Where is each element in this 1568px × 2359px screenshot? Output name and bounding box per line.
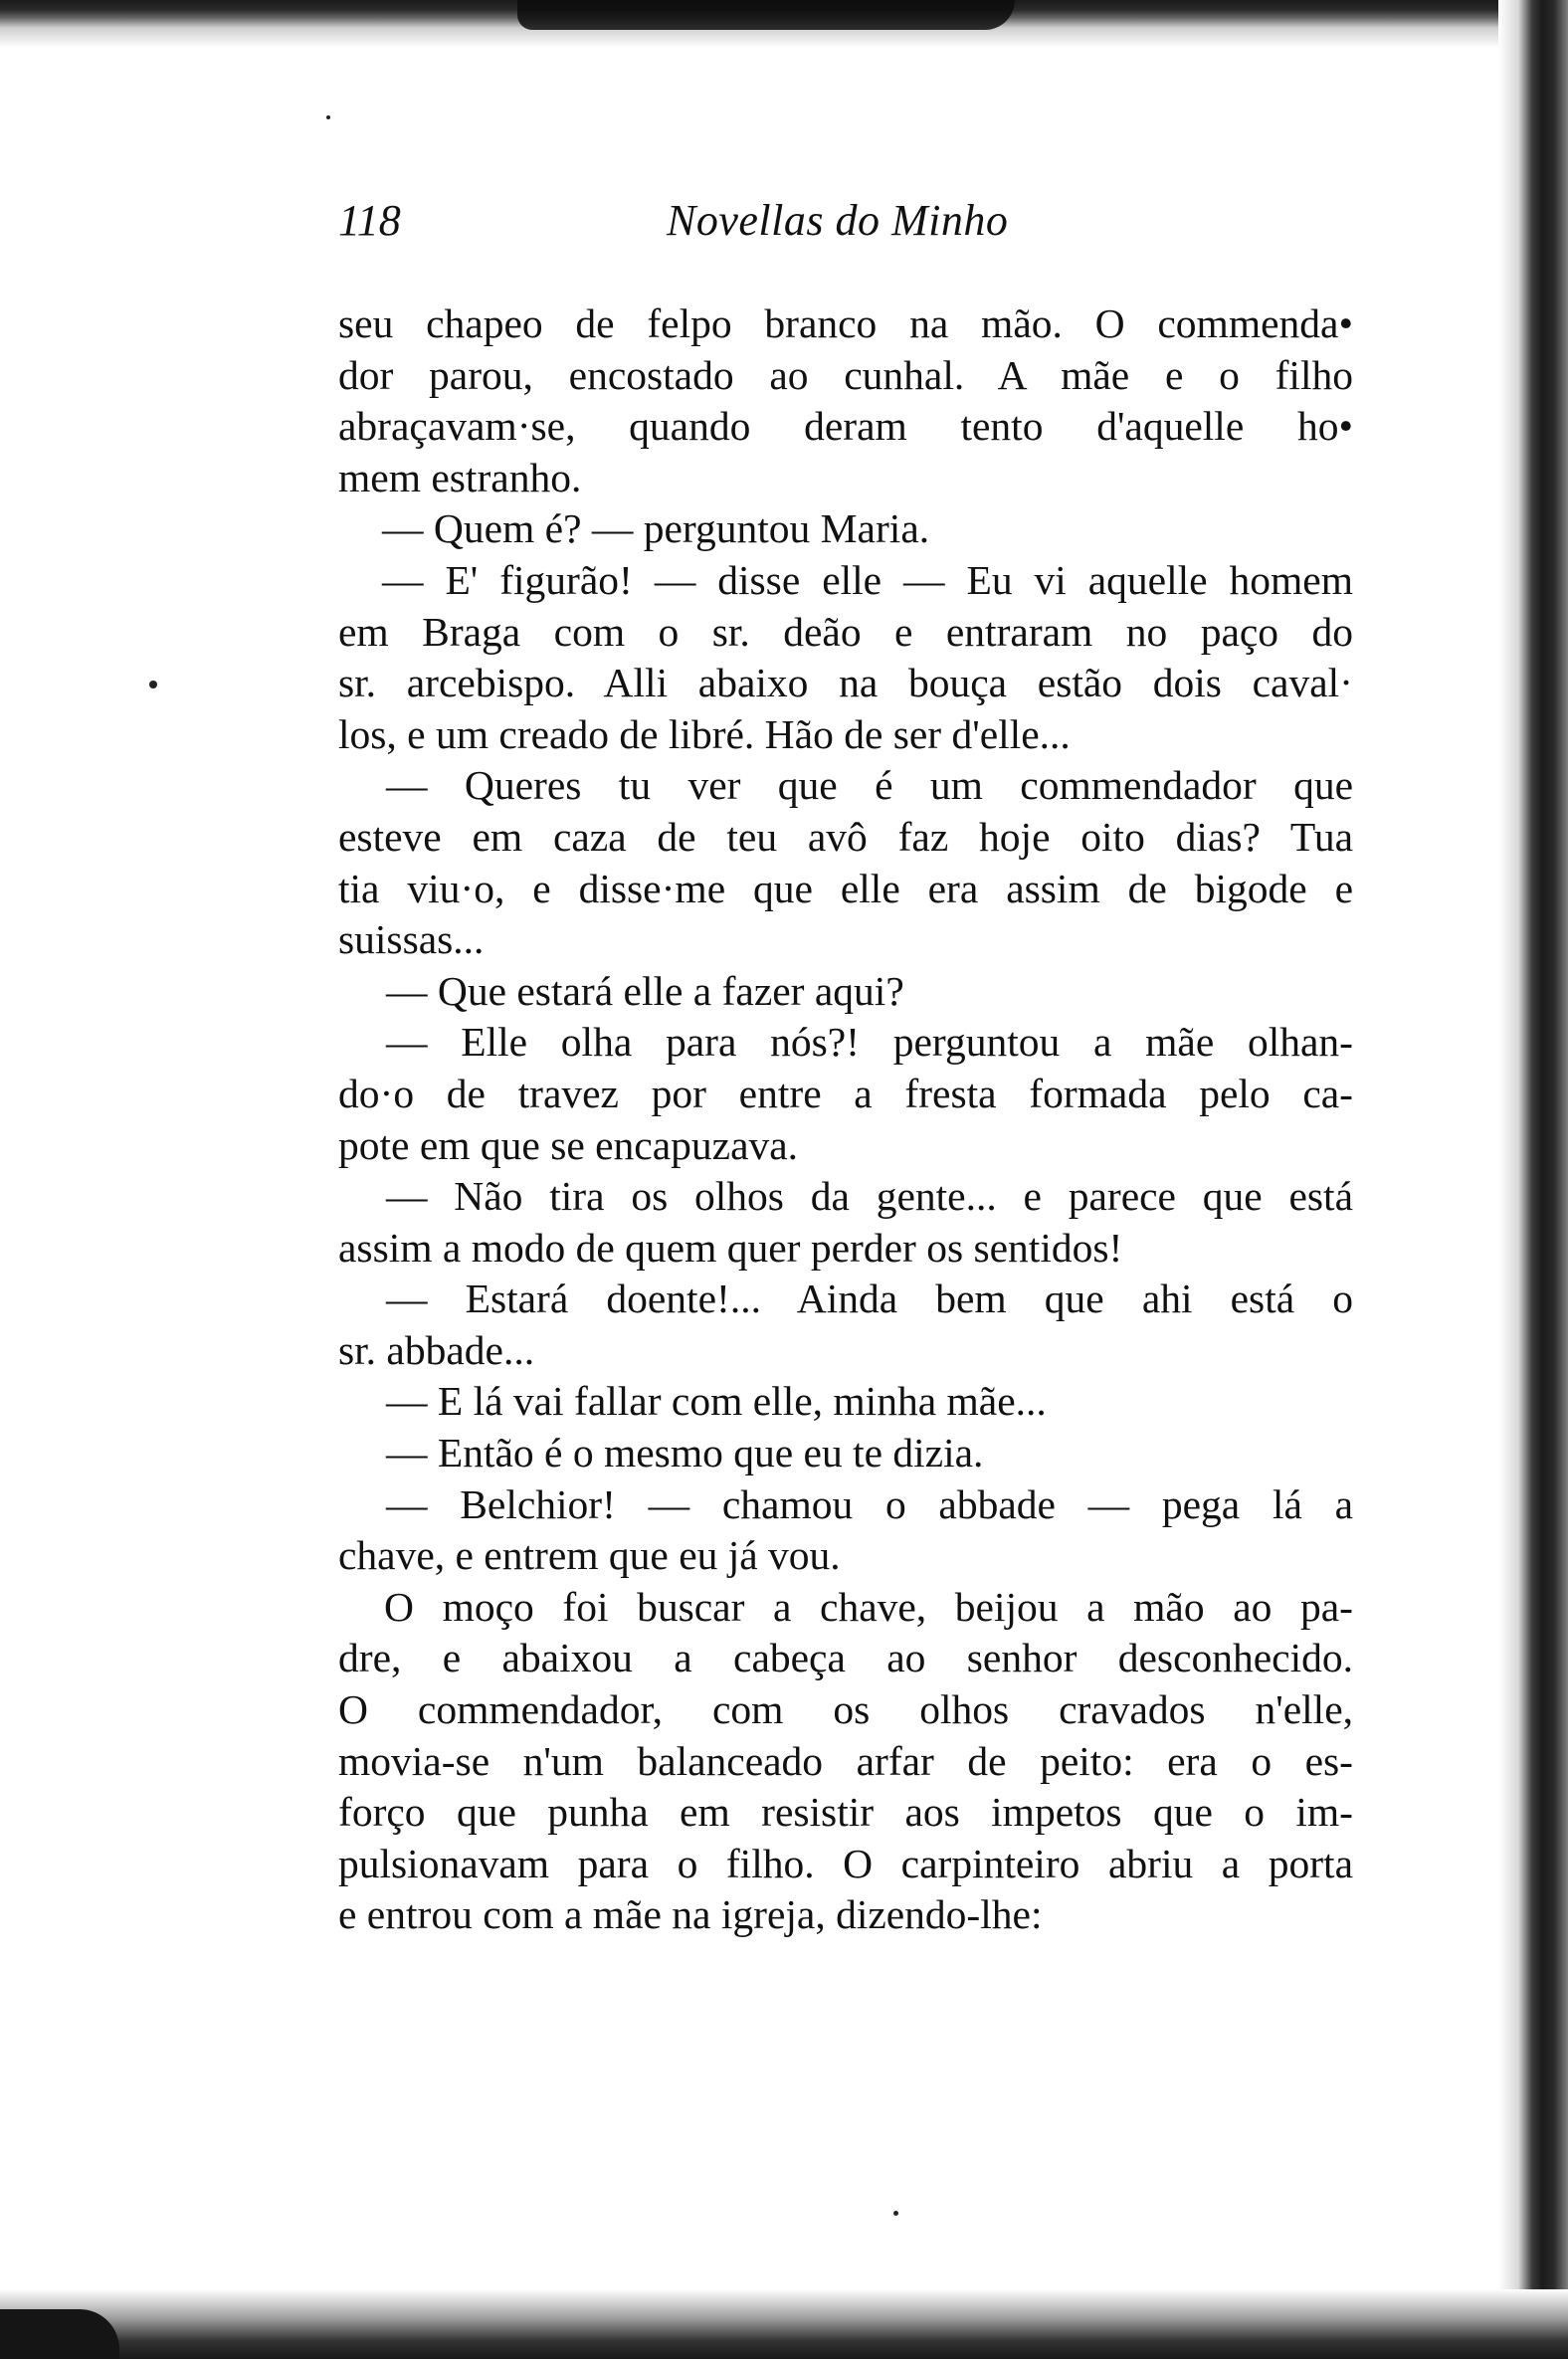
text-line: em Braga com o sr. deão e entraram no paço do [338, 608, 1353, 655]
text-line: dre, e abaixou a cabeça ao senhor desconhecido. [338, 1635, 1353, 1681]
text-line: suissas... [338, 916, 485, 963]
scan-right-edge [1498, 0, 1568, 2359]
page-number: 118 [338, 196, 401, 245]
text-line: chave, e entrem que eu já vou. [338, 1532, 841, 1579]
text-line: assim a modo de quem quer perder os sentidos! [338, 1224, 1123, 1271]
text-line: abraçavam·se, quando deram tento d'aquelle ho• [338, 403, 1353, 450]
text-line: mem estranho. [338, 454, 582, 500]
text-line: seu chapeo de felpo branco na mão. O commenda• [338, 300, 1353, 346]
page-header [338, 195, 1353, 265]
text-line: O moço foi buscar a chave, beijou a mão ao pa- [384, 1583, 1353, 1630]
text-line: O commendador, com os olhos cravados n'elle, [338, 1686, 1353, 1733]
text-line: e entrou com a mãe na igreja, dizendo-lhe: [338, 1891, 1043, 1938]
running-title: Novellas do Minho [667, 196, 1009, 245]
text-line: do·o de travez por entre a fresta formada pelo ca- [338, 1070, 1353, 1116]
text-line: — Não tira os olhos da gente... e parece que está [386, 1173, 1353, 1220]
text-line: — Elle olha para nós?! perguntou a mãe olhan- [386, 1019, 1353, 1066]
margin-speck [326, 115, 330, 119]
scan-bottom-left-ink [0, 2309, 119, 2359]
text-line: — Que estará elle a fazer aqui? [386, 967, 904, 1014]
text-line: — Então é o mesmo que eu te dizia. [386, 1430, 984, 1476]
text-line: pote em que se encapuzava. [338, 1121, 799, 1168]
text-line: sr. abbade... [338, 1326, 535, 1373]
text-line: esteve em caza de teu avô faz hoje oito dias? Tua [338, 813, 1353, 860]
margin-speck [893, 2211, 898, 2216]
body-text [338, 298, 1353, 1941]
text-line: — E' figurão! — disse elle — Eu vi aquelle homem [382, 556, 1353, 603]
text-line: — E lá vai fallar com elle, minha mãe... [386, 1378, 1047, 1425]
text-line: — Estará doente!... Ainda bem que ahi está o [386, 1276, 1353, 1322]
text-line: dor parou, encostado ao cunhal. A mãe e o filho [338, 351, 1353, 398]
margin-speck [149, 681, 157, 688]
text-line: pulsionavam para o filho. O carpinteiro abriu a porta [338, 1840, 1353, 1886]
text-line: los, e um creado de libré. Hão de ser d'elle... [338, 710, 1071, 757]
text-line: forço que punha em resistir aos impetos que o im- [338, 1789, 1353, 1836]
text-line: — Quem é? — perguntou Maria. [382, 505, 930, 552]
scan-bottom-edge [0, 2289, 1568, 2359]
scan-top-ink-blot [517, 0, 1015, 30]
text-line: tia viu·o, e disse·me que elle era assim de bigode e [338, 865, 1353, 911]
text-line: movia-se n'um balanceado arfar de peito: era o es- [338, 1737, 1353, 1784]
text-line: sr. arcebispo. Alli abaixo na bouça estão dois caval· [338, 660, 1353, 706]
text-line: — Belchior! — chamou o abbade — pega lá a [386, 1480, 1353, 1527]
text-line: — Queres tu ver que é um commendador que [386, 762, 1353, 809]
